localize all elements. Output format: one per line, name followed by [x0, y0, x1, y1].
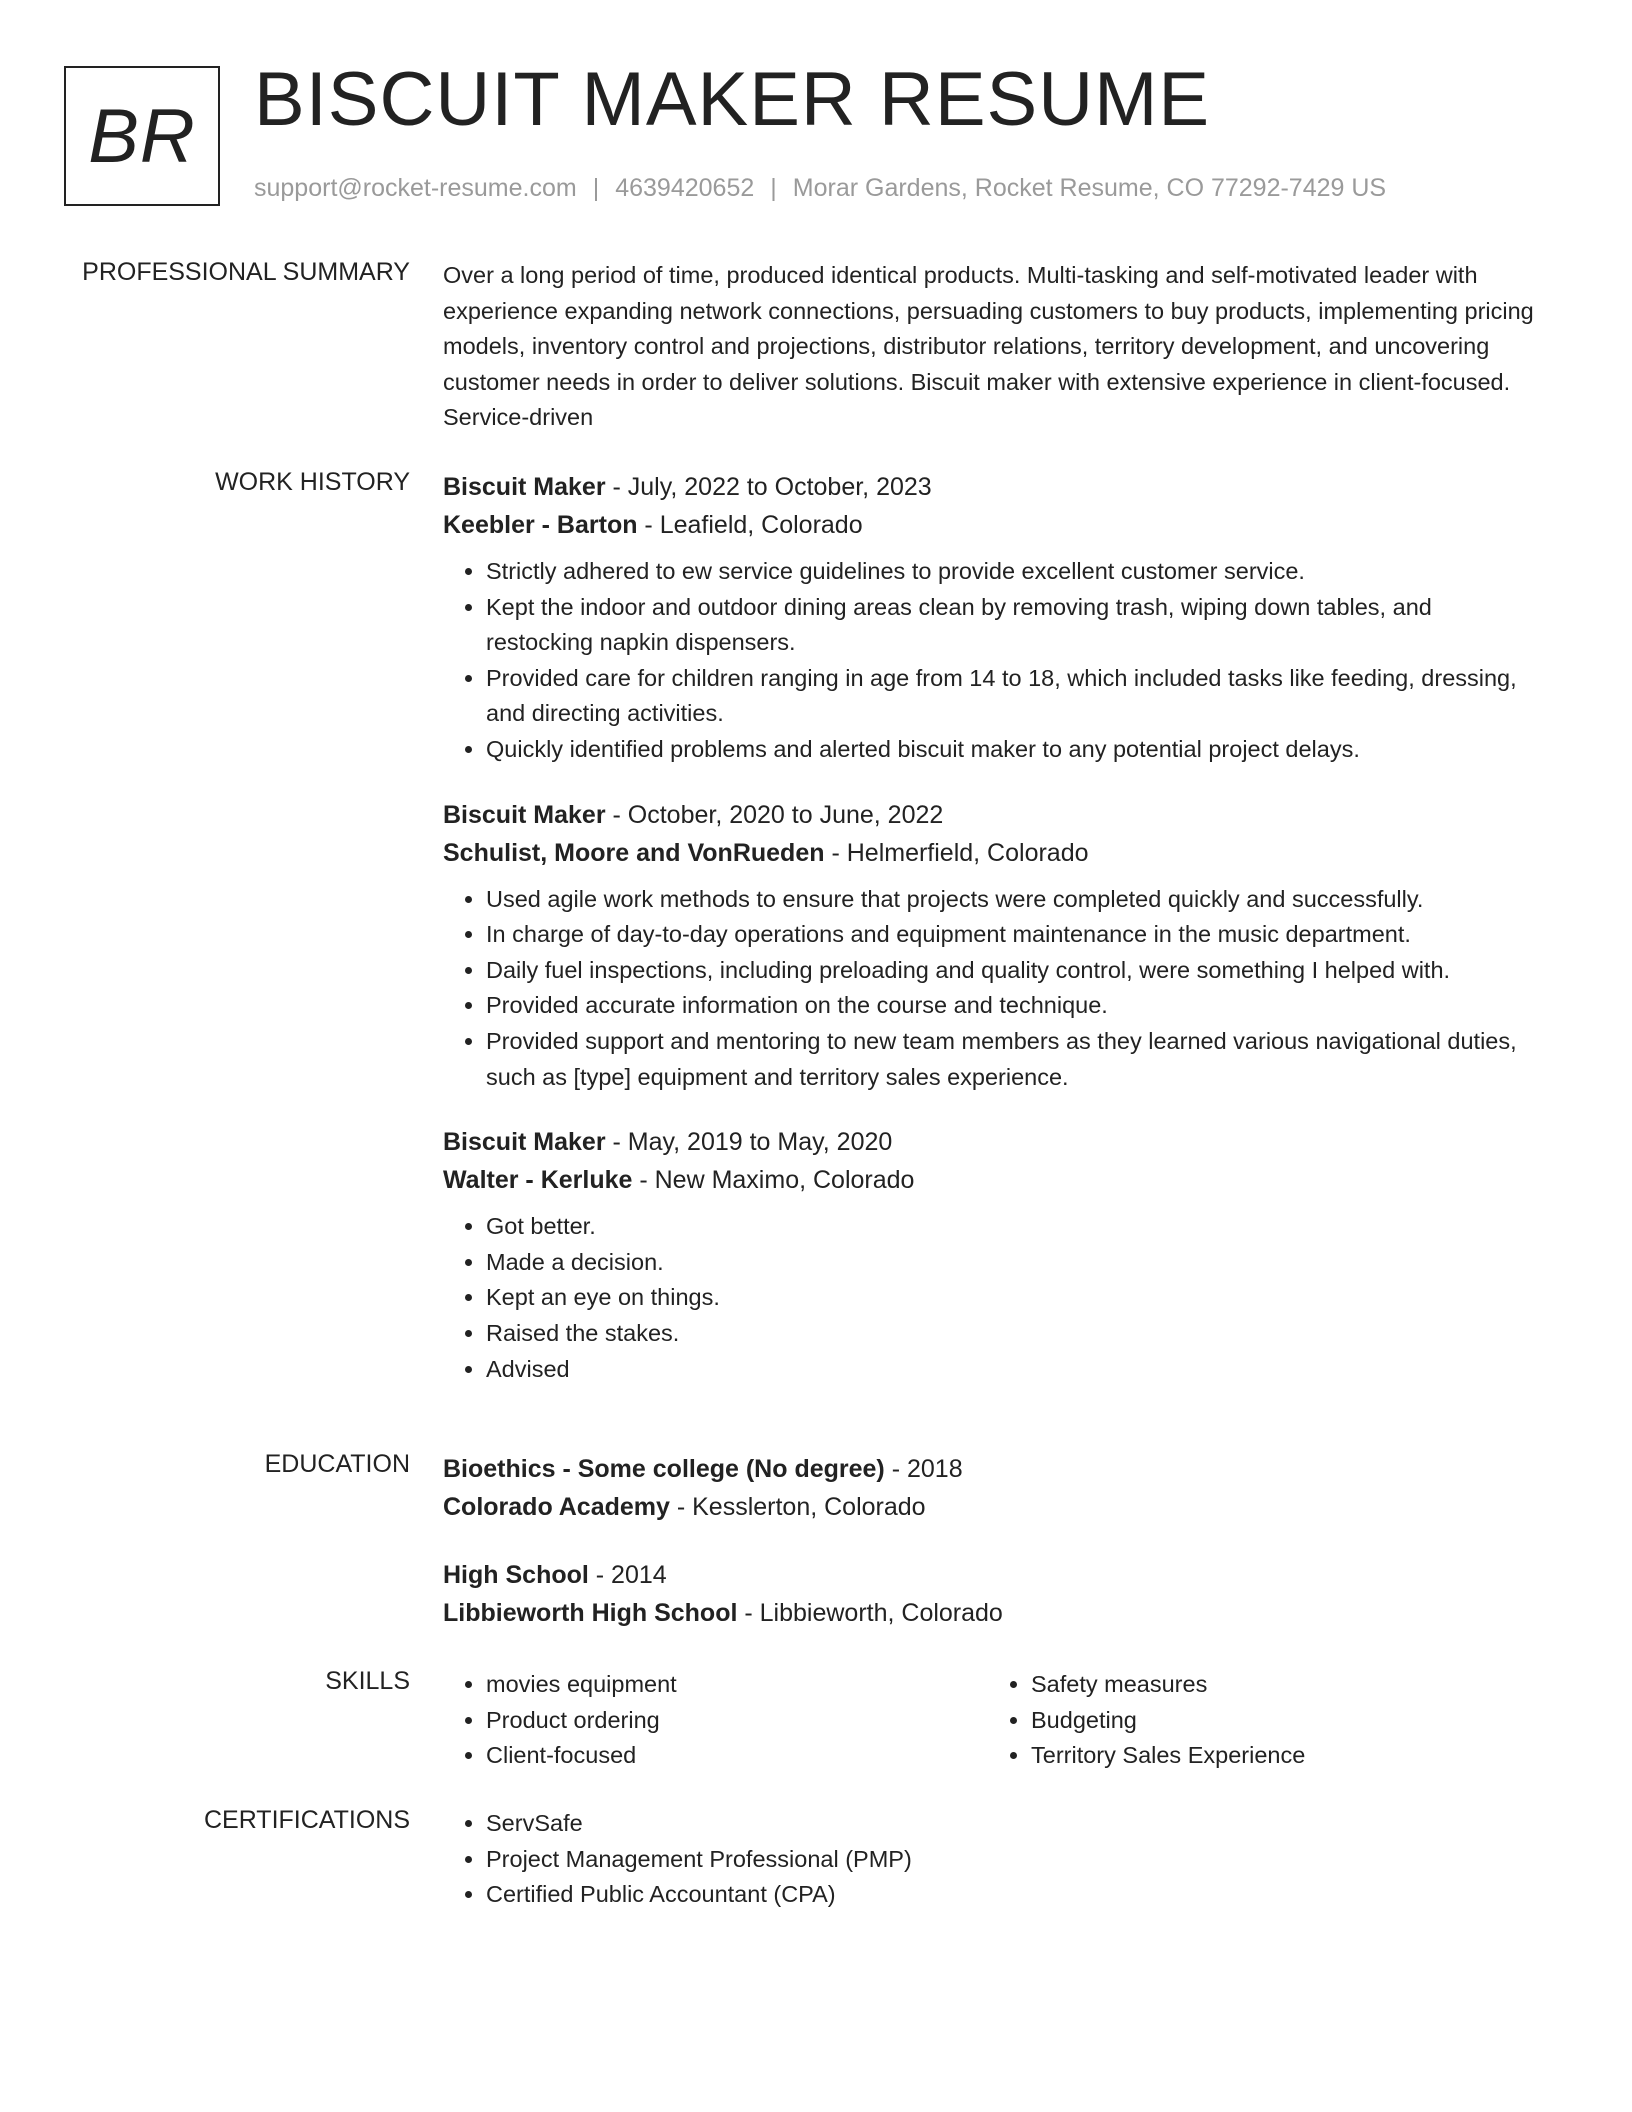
list-item: • Product ordering [486, 1703, 988, 1739]
section-label-skills: SKILLS [325, 1667, 410, 1695]
skills-body [443, 1667, 1543, 1774]
education-body [443, 1450, 1543, 1632]
contact-email: support@rocket-resume.com [254, 174, 577, 202]
job-employer [443, 1161, 1543, 1199]
list-item: • Got better. [486, 1209, 1543, 1245]
monogram-logo [64, 66, 220, 206]
list-item: • Made a decision. [486, 1245, 1543, 1281]
list-item: • Provided support and mentoring to new team members as they learned various navigational duties, such as [type] equipment and territory sales experience. [486, 1024, 1543, 1095]
list-item: • Provided accurate information on the course and technique. [486, 988, 1543, 1024]
list-item: • Project Management Professional (PMP) [486, 1842, 1543, 1878]
job-heading [443, 468, 1543, 506]
list-item: • Safety measures [1031, 1667, 1533, 1703]
monogram-text: BR [88, 93, 196, 179]
education-entry [443, 1450, 1543, 1526]
education-year: - 2018 [884, 1455, 963, 1483]
job-dates: - October, 2020 to June, 2022 [605, 800, 944, 829]
job-company: Keebler - Barton [443, 511, 638, 539]
education-heading [443, 1556, 1543, 1594]
job-duties [443, 1209, 1543, 1387]
section-label-summary: PROFESSIONAL SUMMARY [82, 258, 410, 286]
list-item: • Certified Public Accountant (CPA) [486, 1877, 1543, 1913]
job-entry [443, 796, 1543, 1096]
skills-column-right [988, 1667, 1533, 1774]
education-school-line [443, 1594, 1543, 1632]
contact-phone: 4639420652 [615, 174, 755, 202]
list-item: • Advised [486, 1352, 1543, 1388]
list-item: • Quickly identified problems and alerted biscuit maker to any potential project delays. [486, 732, 1543, 768]
job-title: Biscuit Maker [443, 800, 606, 829]
job-company: Walter - Kerluke [443, 1166, 633, 1195]
work-history-body [443, 468, 1543, 1387]
skills-list [443, 1667, 988, 1774]
list-item: • Client-focused [486, 1738, 988, 1774]
section-label-work-history: WORK HISTORY [215, 468, 410, 496]
education-school: Libbieworth High School [443, 1599, 738, 1627]
list-item: • Kept the indoor and outdoor dining areas clean by removing trash, wiping down tables, and restocking napkin dispensers. [486, 590, 1543, 661]
education-entry [443, 1556, 1543, 1632]
job-location: - New Maximo, Colorado [632, 1166, 915, 1195]
job-heading [443, 796, 1543, 834]
job-duties [443, 554, 1543, 768]
contact-separator: | [592, 174, 600, 202]
list-item: • ServSafe [486, 1806, 1543, 1842]
page-title: BISCUIT MAKER RESUME [254, 57, 1211, 142]
education-heading [443, 1450, 1543, 1488]
education-school-line [443, 1488, 1543, 1526]
education-degree: High School [443, 1561, 589, 1589]
list-item: • Used agile work methods to ensure that projects were completed quickly and successfully. [486, 882, 1543, 918]
skills-column-left [443, 1667, 988, 1774]
job-entry [443, 468, 1543, 768]
education-degree: Bioethics - Some college (No degree) [443, 1455, 885, 1483]
contact-separator: | [770, 174, 777, 202]
job-entry [443, 1123, 1543, 1387]
skills-list [988, 1667, 1533, 1774]
certifications-body [443, 1806, 1543, 1913]
job-location: - Helmerfield, Colorado [824, 838, 1089, 867]
job-employer [443, 506, 1543, 544]
job-title: Biscuit Maker [443, 1128, 606, 1157]
job-dates: - May, 2019 to May, 2020 [605, 1128, 893, 1157]
certifications-list [443, 1806, 1543, 1913]
list-item: • movies equipment [486, 1667, 988, 1703]
list-item: • Kept an eye on things. [486, 1280, 1543, 1316]
list-item: • Budgeting [1031, 1703, 1533, 1739]
list-item: • Strictly adhered to ew service guidelines to provide excellent customer service. [486, 554, 1543, 590]
job-company: Schulist, Moore and VonRueden [443, 838, 825, 867]
list-item: • Daily fuel inspections, including preloading and quality control, were something I helped with. [486, 953, 1543, 989]
section-label-education: EDUCATION [264, 1450, 410, 1478]
job-duties [443, 882, 1543, 1096]
education-location: - Libbieworth, Colorado [737, 1599, 1003, 1627]
job-employer [443, 834, 1543, 872]
summary-text: Over a long period of time, produced identical products. Multi-tasking and self-motivated leader with experience expanding network connections, persuading customers to buy products, implementing pricing models, inventory control and projections, distributor relations, territory development, and uncovering customer needs in order to deliver solutions. Biscuit maker with extensive experience in client-focused. Service-driven [443, 262, 1534, 431]
list-item: • Provided care for children ranging in age from 14 to 18, which included tasks like feeding, dressing, and directing activities. [486, 661, 1543, 732]
job-title: Biscuit Maker [443, 473, 606, 501]
list-item: • Territory Sales Experience [1031, 1738, 1533, 1774]
list-item: • In charge of day-to-day operations and equipment maintenance in the music department. [486, 917, 1543, 953]
section-label-certifications: CERTIFICATIONS [203, 1806, 410, 1834]
list-item: • Raised the stakes. [486, 1316, 1543, 1352]
education-location: - Kesslerton, Colorado [669, 1493, 926, 1521]
contact-address: Morar Gardens, Rocket Resume, CO 77292-7429 US [792, 174, 1387, 202]
education-year: - 2014 [588, 1561, 667, 1589]
summary-body [443, 258, 1543, 436]
job-dates: - July, 2022 to October, 2023 [605, 473, 932, 501]
job-location: - Leafield, Colorado [637, 511, 863, 539]
contact-line [254, 174, 1386, 203]
education-school: Colorado Academy [443, 1493, 670, 1521]
job-heading [443, 1123, 1543, 1161]
